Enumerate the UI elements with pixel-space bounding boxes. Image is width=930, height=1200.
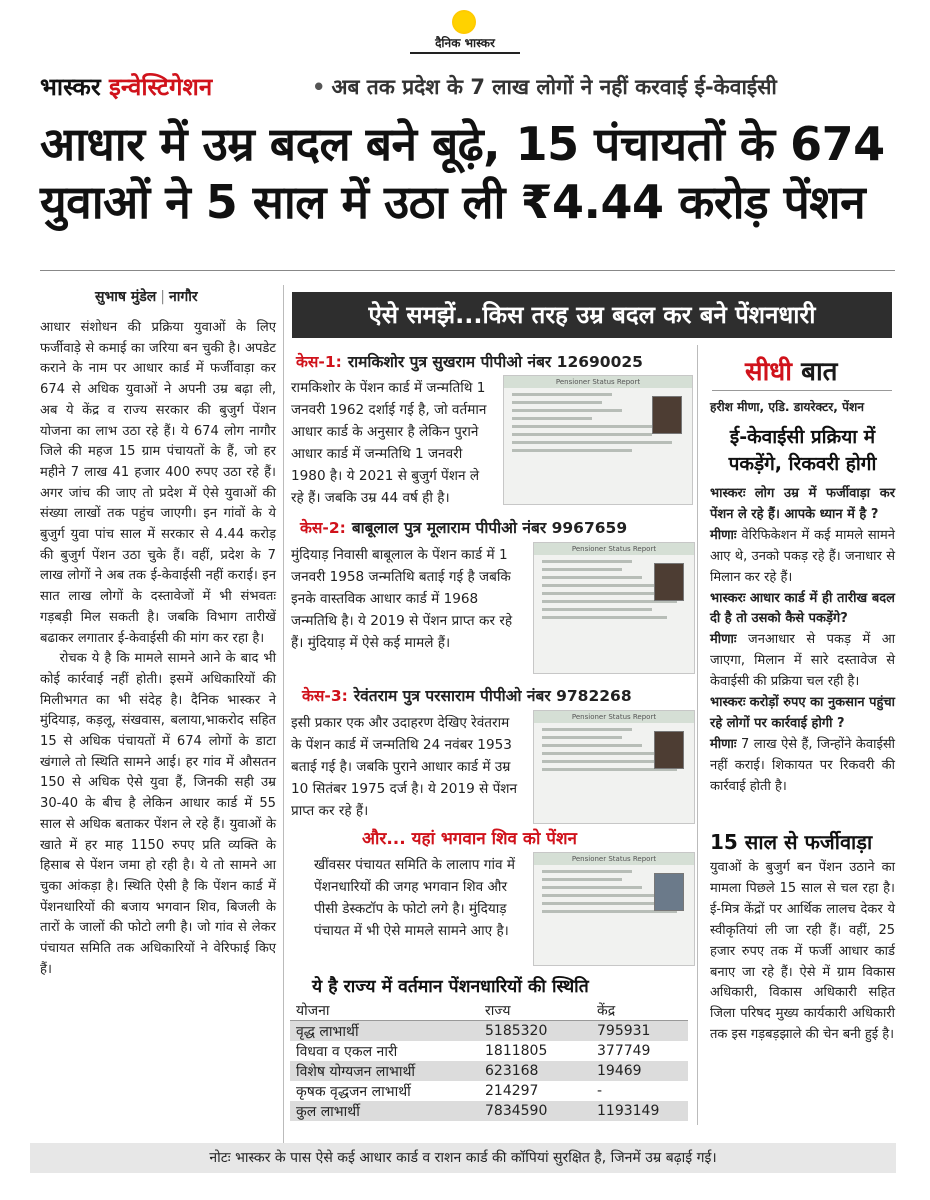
- byline-place: नागौर: [168, 289, 198, 305]
- byline-author: सुभाष मुंडेल: [95, 289, 157, 305]
- table-cell: कुल लाभार्थी: [290, 1101, 465, 1121]
- question-label: भास्करः: [710, 590, 746, 606]
- sub-tagline: [312, 73, 777, 101]
- question-3: [710, 693, 895, 735]
- answer-2: [710, 630, 895, 693]
- case-2-heading: [300, 516, 627, 538]
- pensioner-photo: [654, 731, 684, 769]
- question-text: करोड़ों रुपए का नुकसान पहुंचा रहे लोगों पर कार्रवाई होगी ?: [710, 695, 895, 731]
- sidebar-text: युवाओं के बुजुर्ग बन पेंशन उठाने का मामला पिछले 15 साल से चल रहा है। ई-मित्र केंद्रों पर आर्थिक लालच देकर ये स्वीकृतियां ली जा रही हैं। वहीं, 25 हजार रुपए तक में फर्जी आधार कार्ड बनाए जा रहे हैं। ऐसे में ग्राम विकास अधिकारी, विकास अधिकारी सहित जिला परिषद मुख्य कार्यकारी अधिकारी तक इस गड़बड़झाले की चेन बनी हुई है।: [710, 860, 895, 1043]
- table-cell: विधवा व एकल नारी: [296, 1043, 398, 1060]
- pensioner-photo: [654, 563, 684, 601]
- table-cell: 795931: [591, 1021, 688, 1042]
- answer-label: मीणाः: [710, 736, 737, 752]
- doc-header: Pensioner Status Report: [504, 376, 692, 388]
- table-cell: वृद्ध लाभार्थी: [290, 1021, 465, 1042]
- interview-title-black: बात: [792, 357, 838, 387]
- headline-line-1: आधार में उम्र बदल बने बूढ़े, 15 पंचायतों के 674: [40, 117, 885, 171]
- table-cell: 1811805: [485, 1043, 548, 1059]
- newspaper-sun-logo-icon: [452, 10, 476, 34]
- pension-table: [290, 1000, 688, 1121]
- section-brand: [40, 70, 212, 103]
- table-cell: 377749: [597, 1043, 651, 1059]
- answer-1: [710, 526, 895, 589]
- case-2-text: मुंदियाड़ निवासी बाबूलाल के पेंशन कार्ड में 1 जनवरी 1958 जन्मतिथि बताई गई है जबकि इनके वास्तविक आधार कार्ड में 1968 जन्मतिथि है। ये 2019 से पेंशन प्राप्त कर रहे हैं। मुंदियाड़ में ऐसे कई मामले हैं।: [291, 547, 513, 651]
- newspaper-name: दैनिक भास्कर: [435, 36, 495, 50]
- table-header-cell: राज्य: [465, 1000, 591, 1021]
- shiv-pension-text: खींवसर पंचायत समिति के लालाप गांव में पेंशनधारियों की जगह भगवान शिव और पीसी डेस्कटॉप के फोटो लगे है। मुंदियाड़ पंचायत में भी ऐसे मामले सामने आए है।: [314, 857, 515, 939]
- table-cell: -: [597, 1083, 603, 1099]
- table-row: [290, 1021, 688, 1042]
- byline: [95, 287, 198, 306]
- answer-text: 7 लाख ऐसे हैं, जिन्होंने केवाईसी नहीं कराई। शिकायत पर रिकवरी की कार्रवाई होती है।: [710, 736, 895, 794]
- table-header-cell: योजना: [290, 1000, 465, 1021]
- deity-photo: [654, 873, 684, 911]
- footer-note: नोटः भास्कर के पास ऐसे कई आधार कार्ड व राशन कार्ड की कॉपियां सुरक्षित है, जिनमें उम्र बढ़ाई गई।: [30, 1143, 896, 1173]
- table-cell: कृषक वृद्धजन लाभार्थी: [296, 1083, 411, 1100]
- interviewee: हरीश मीणा, एडि. डायरेक्टर, पेंशन: [710, 400, 865, 414]
- shiv-pension-heading: और... यहां भगवान शिव को पेंशन: [362, 829, 577, 849]
- answer-3: [710, 735, 895, 798]
- answer-label: मीणाः: [710, 632, 737, 648]
- case-3-pension-document-image: [533, 710, 695, 824]
- case-2-pension-document-image: [533, 542, 695, 674]
- case-1-tag: केस-1:: [296, 353, 342, 371]
- column-divider: [283, 285, 284, 1165]
- interview-title: [745, 352, 838, 388]
- answer-label: मीणाः: [710, 527, 737, 543]
- table-cell: 7834590: [465, 1101, 591, 1121]
- table-cell: 19469: [591, 1061, 688, 1081]
- case-3-title: रेवंतराम पुत्र परसाराम पीपीओ नंबर 9782268: [353, 687, 632, 705]
- question-text: लोग उम्र में फर्जीवाड़ा कर पेंशन ले रहे हैं। आपके ध्यान में है ?: [710, 486, 896, 522]
- case-3-text: इसी प्रकार एक और उदाहरण देखिए रेवंतराम के पेंशन कार्ड में जन्मतिथि 24 नवंबर 1953 बताई गई है। जबकि पुराने आधार कार्ड में उम्र 10 सितंबर 1975 दर्ज है। ये 2019 से पेंशन प्राप्त कर रहे हैं।: [291, 715, 518, 819]
- answer-text: वेरिफिकेशन में कई मामले सामने आए थे, उनको पकड़ रहे हैं। जनाधार से मिलान कर रहे हैं।: [710, 527, 895, 585]
- pensioner-photo: [652, 396, 682, 434]
- brand-red: इन्वेस्टिगेशन: [109, 73, 213, 101]
- masthead-divider: [410, 52, 520, 54]
- sidebar-heading: 15 साल से फर्जीवाड़ा: [710, 830, 873, 854]
- interview-title-red: सीधी: [745, 357, 793, 387]
- article-body: [40, 318, 276, 981]
- headline-divider: [40, 270, 895, 271]
- table-cell: 1193149: [591, 1101, 688, 1121]
- case-2-tag: केस-2:: [300, 519, 346, 537]
- doc-header: Pensioner Status Report: [534, 711, 694, 723]
- question-1: [710, 484, 895, 526]
- shiv-pension-document-image: [533, 852, 695, 966]
- case-1-text: रामकिशोर के पेंशन कार्ड में जन्मतिथि 1 जनवरी 1962 दर्शाई गई है, जो वर्तमान आधार कार्ड के अनुसार है लेकिन पुराने आधार कार्ड में जन्मतिथि 1 जनवरी 1980 है। ये 2021 से बुजुर्ग पेंशन ले रहे हैं। जबकि उम्र 44 वर्ष ही है।: [291, 380, 487, 506]
- answer-text: जनआधार से पकड़ में आ जाएगा, मिलान में सारे दस्तावेज से केवाईसी की प्रक्रिया चल रही है।: [710, 632, 895, 690]
- headline: [40, 115, 900, 231]
- case-2-title: बाबूलाल पुत्र मूलाराम पीपीओ नंबर 9967659: [351, 519, 628, 537]
- headline-line-2: युवाओं ने 5 साल में उठा ली ₹4.44 करोड़ पेंशन: [40, 175, 866, 229]
- table-header-row: [290, 1000, 688, 1021]
- question-text: आधार कार्ड में ही तारीख बदल दी है तो उसको कैसे पकड़ेंगे?: [710, 590, 895, 627]
- right-column-divider: [697, 345, 698, 1125]
- question-2: [710, 589, 895, 631]
- article-paragraph-2: रोचक ये है कि मामले सामने आने के बाद भी कोई कार्रवाई नहीं होती। इसमें अधिकारियों की मिलीभगत का भी संदेह है। दैनिक भास्कर ने मुंदियाड़, कड़लू, संखवास, बलाया,भाकरोद सहित 15 से अधिक पंचायतों में 674 लोगों के डाटा खंगाले तो स्थिति सामने आई। हर गांव में औसतन 150 से अधिक ऐसे युवा हैं, जिनकी सही उम्र 30-40 के बीच है लेकिन आधार कार्ड में 55 साल से अधिक बताकर पेंशन ले रहे हैं। युवाओं के खाते में हर माह 1150 रुपए प्रति व्यक्ति के हिसाब से पेंशन जमा हो रही है। ये तो सामने आ चुका आंकड़ा है। स्थिति ऐसी है कि पेंशन कार्ड में पेंशनधारियों की बजाय भगवान शिव, बिजली के तारों के जालों की फोटो लगी है। जो गांव से लेकर पंचायत समिति तक अधिकारियों ने वेरिफाई किए हैं।: [40, 651, 276, 977]
- table-row: [290, 1041, 688, 1061]
- question-label: भास्करः: [710, 695, 746, 711]
- case-3-tag: केस-3:: [302, 687, 348, 705]
- pension-table-title: ये है राज्य में वर्तमान पेंशनधारियों की स्थिति: [312, 977, 589, 997]
- table-cell: 214297: [485, 1083, 539, 1099]
- question-label: भास्करः: [710, 486, 746, 501]
- table-row: [290, 1101, 688, 1121]
- interview-heading: ई-केवाईसी प्रक्रिया में पकड़ेंगे, रिकवरी होगी: [728, 426, 877, 475]
- table-cell: 5185320: [465, 1021, 591, 1042]
- doc-header: Pensioner Status Report: [534, 543, 694, 555]
- explainer-banner: ऐसे समझें...किस तरह उम्र बदल कर बने पेंशनधारी: [292, 292, 892, 338]
- table-header-cell: केंद्र: [591, 1000, 688, 1021]
- byline-separator: |: [160, 289, 165, 305]
- doc-header: Pensioner Status Report: [534, 853, 694, 865]
- sub-tagline-text: अब तक प्रदेश के 7 लाख लोगों ने नहीं करवाई ई-केवाईसी: [331, 75, 777, 99]
- case-3-heading: [302, 684, 632, 706]
- table-cell: 623168: [465, 1061, 591, 1081]
- table-cell: विशेष योग्यजन लाभार्थी: [290, 1061, 465, 1081]
- bullet-icon: •: [312, 75, 326, 99]
- table-row: [290, 1081, 688, 1101]
- brand-black: भास्कर: [40, 73, 110, 101]
- case-1-pension-document-image: [503, 375, 693, 505]
- case-1-title: रामकिशोर पुत्र सुखराम पीपीओ नंबर 12690025: [347, 353, 643, 371]
- table-row: [290, 1061, 688, 1081]
- case-1-heading: [296, 350, 643, 372]
- interview-qa: [710, 484, 895, 798]
- article-paragraph-1: आधार संशोधन की प्रक्रिया युवाओं के लिए फर्जीवाड़े से कमाई का जरिया बन चुकी है। अपडेट कराने के नाम पर आधार कार्ड में फर्जीवाड़ा कर 674 से अधिक युवाओं ने अपनी उम्र बढ़ा ली, अब ये केंद्र व राज्य सरकार की बुजुर्ग पेंशन योजना का लाभ उठा रहे हैं। ये 674 लोग नागौर जिले की महज 15 ग्राम पंचायतों के हैं, जो हर महीने 7 लाख 41 हजार 400 रुपए उठा रहे हैं। अगर जांच की जाए तो प्रदेश में ऐसे युवाओं की संख्या लाखों तक पहुंच जाएगी। इन गांवों के ये बुजुर्ग युवा पांच साल में सरकार से 4.44 करोड़ की बुजुर्ग पेंशन उठा चुके हैं। वहीं, प्रदेश के 7 लाख लोगों ने अब तक ई-केवाईसी नहीं कराई। इन सात लाख लोगों के दस्तावेजों में भी संभवतः गड़बड़ी मिल सकती है। जबकि विभाग तारीखें बढाकर लगातार ई-केवाईसी की मांग कर रहा है।: [40, 320, 276, 646]
- interview-divider: [712, 390, 892, 391]
